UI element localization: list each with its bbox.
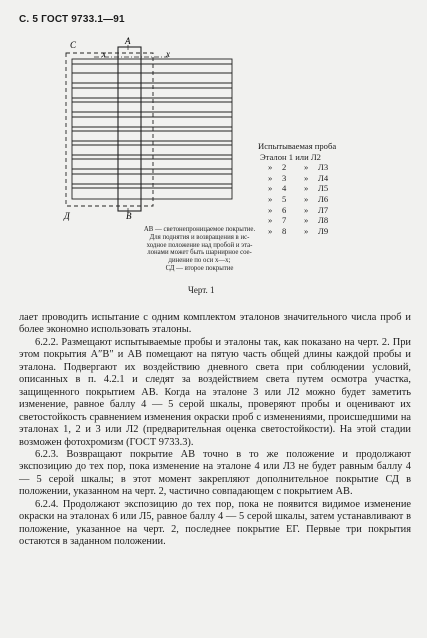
legend-code: Л6 [318,193,329,204]
legend-q: » [304,183,309,194]
legend-q: » [268,183,273,194]
legend-row [258,194,368,205]
legend-num: 4 [282,183,287,194]
legend-code: Л4 [318,172,329,183]
caption-line-4: лонами может быть шарнирное соe- [147,249,252,257]
legend-q: » [268,225,273,236]
paragraph-6-2-4: 6.2.4. Продолжают экспозицию до тех пор, пока не появится видимое изменение окраски на эталонах 6 или Л5, равное баллу 4 — 5 серой шкалы, затем устанавливают в положение, указанное на черт. 2, последнее покрытие ЕГ. Первые три покрытия остаются в заданном положении. [19,498,411,548]
legend-code: Л5 [318,183,329,194]
legend-q: » [268,162,273,173]
legend-num: 2 [282,162,287,173]
legend-row [258,205,368,216]
legend-code: Л9 [318,225,329,236]
legend-q: » [304,172,309,183]
label-c: С [70,40,77,50]
legend-row [258,173,368,184]
caption-line-5: динение по оси x—x; [168,257,231,265]
specimen-legend [258,141,368,236]
cover-ab [118,47,141,211]
legend-num: 3 [282,172,287,183]
legend-row [258,215,368,226]
label-x-left: x [102,49,106,59]
legend-q: » [304,215,309,226]
legend-num: 8 [282,225,287,236]
specimen-strips [72,64,232,188]
legend-row [258,162,368,173]
paragraph-6-2-3: 6.2.3. Возвращают покрытие АВ точно в то же положение и продолжают экспозицию до тех пор, пока изменение на эталоне 4 или Л3 не будет равным баллу 4 — 5 серой шкалы; в этот момент закрепляют дополнительное покрытие СД в положении, указанном на черт. 2, частично совпадающем с покрытием АВ. [19,448,411,498]
label-b: В [126,211,132,221]
paragraph-continuation: лает проводить испытание с одним комплектом эталонов значительного числа проб и более экономно использовать эталоны. [19,312,411,336]
legend-title: Испытываемая проба [258,141,337,151]
outer-dashed-rect [66,53,153,206]
figure-caption [112,226,287,273]
figure-number: Черт. 1 [188,285,215,295]
label-a: А [125,36,131,46]
legend-first-row: Эталон 1 или Л2 [260,151,321,162]
legend-q: » [304,193,309,204]
legend-q: » [268,193,273,204]
paragraph-6-2-2: 6.2.2. Размещают испытываемые пробы и эталоны так, как показано на черт. 2. При этом покрытия A″B″ и АВ помещают на пятую часть общей длины каждой пробы и эталона. Подвергают их воздействию дневного света при соблюдении условий, описанных в п. 4.2.1 и следят за воздействием света путем осмотра участка, защищенного покрытием АВ. Когда на эталоне 3 или Л2 можно будет заметить изменение, равное баллу 4 — 5 серой шкалы, проверяют пробы и оценивают их светостойкость сравнением изменения окраски проб с изменениями, происшедшими на эталонах 1, 2 и 3 или Л2 (предварительная оценка светостойкости). На этой стадии возможен фотохромизм (ГОСТ 9733.3). [19,336,411,448]
legend-code: Л7 [318,204,329,215]
caption-line-6: СД — второе покрытие [165,264,234,272]
legend-row [258,183,368,194]
label-x-right: x [166,49,170,59]
caption-line-3: ходное положение над пробой и эта- [146,241,253,249]
legend-q: » [304,162,309,173]
page-header: С. 5 ГОСТ 9733.1—91 [19,14,125,25]
legend-code: Л8 [318,215,329,226]
legend-q: » [304,225,309,236]
legend-code: Л3 [318,162,329,173]
caption-line-1: АВ — светонепроницаемое покрытие. [143,226,256,233]
legend-q: » [268,204,273,215]
label-d: Д [64,211,70,221]
caption-line-2: Для поднятия и возвращения в ис- [149,233,250,241]
legend-q: » [268,172,273,183]
specimen-frame [72,59,232,199]
legend-num: 5 [282,193,287,204]
legend-num: 7 [282,215,287,226]
body-text [19,312,411,549]
legend-q: » [268,215,273,226]
legend-q: » [304,204,309,215]
legend-num: 6 [282,204,287,215]
